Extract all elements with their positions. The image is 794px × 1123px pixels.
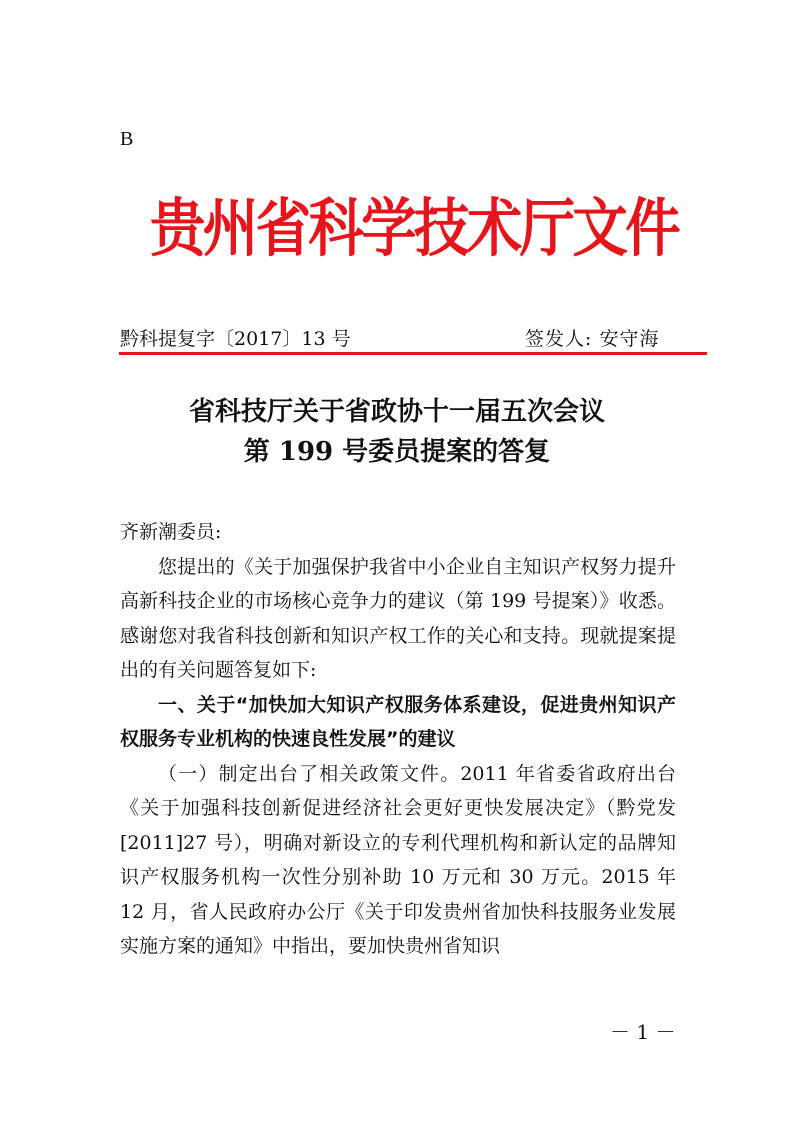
subject-line-2: 第 199 号委员提案的答复 bbox=[243, 437, 551, 467]
signer: 签发人: 安守海 bbox=[525, 328, 660, 350]
document-header-title: 贵州省科学技术厅文件 bbox=[150, 191, 678, 265]
red-separator-line bbox=[119, 352, 707, 355]
document-number: 黔科提复字〔2017〕13 号 bbox=[120, 328, 351, 350]
body-paragraph: 您提出的《关于加强保护我省中小企业自主知识产权努力提升高新科技企业的市场核心竞争力的建议（第 199 号提案）》收悉。感谢您对我省科技创新和知识产权工作的关心和支持。现就提案提出的有关问题答复如下: bbox=[120, 555, 676, 681]
classification-mark: B bbox=[120, 128, 134, 150]
subject-line-1: 省科技厅关于省政协十一届五次会议 bbox=[188, 397, 605, 427]
document-body bbox=[120, 515, 676, 964]
body-paragraph: （一）制定出台了相关政策文件。2011 年省委省政府出台《关于加强科技创新促进经济社会更好更快发展决定》（黔党发[2011]27 号），明确对新设立的专利代理机构和新认定的品牌知识产权服务机构一次性分别补助 10 万元和 30 万元。2015 年 12 月，省人民政府办公厅《关于印发贵州省加快科技服务业发展实施方案的通知》中指出，要加快贵州省知识 bbox=[120, 762, 676, 957]
page-number: － 1 － bbox=[610, 1020, 676, 1044]
section-heading: 一、关于“加快加大知识产权服务体系建设，促进贵州知识产权服务专业机构的快速良性发展”的建议 bbox=[120, 693, 676, 750]
salutation: 齐新潮委员: bbox=[120, 521, 222, 543]
document-subject bbox=[0, 392, 794, 472]
